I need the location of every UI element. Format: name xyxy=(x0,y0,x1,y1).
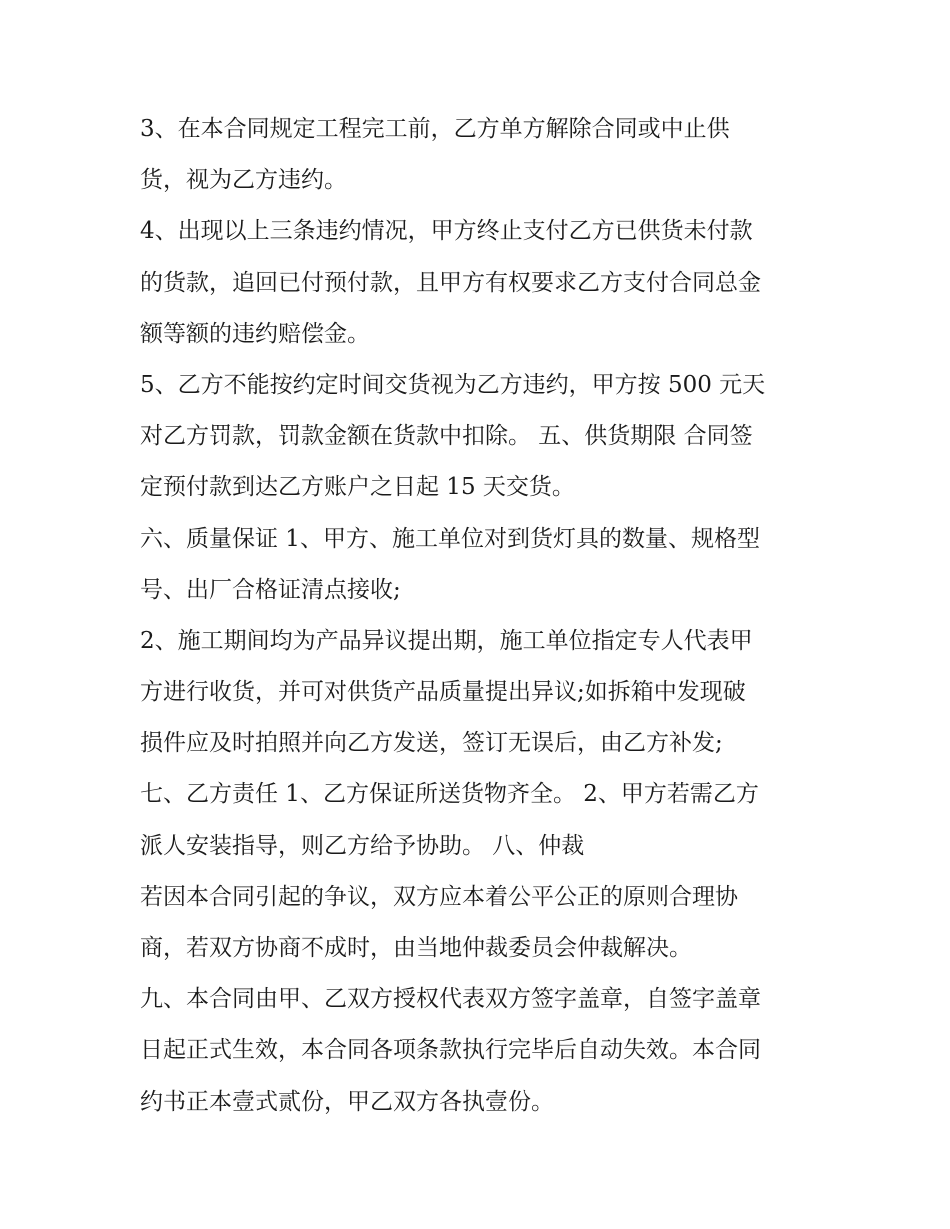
text-line: 七、乙方责任 1、乙方保证所送货物齐全。 2、甲方若需乙方 xyxy=(140,781,759,808)
text-line: 4、出现以上三条违约情况，甲方终止支付乙方已供货未付款 xyxy=(140,218,753,245)
text-line: 额等额的违约赔偿金。 xyxy=(140,320,370,347)
text-line: 派人安装指导，则乙方给予协助。 八、仲裁 xyxy=(140,832,585,859)
text-line: 定预付款到达乙方账户之日起 15 天交货。 xyxy=(140,474,575,501)
text-line: 损件应及时拍照并向乙方发送，签订无误后，由乙方补发; xyxy=(140,730,723,757)
text-line: 约书正本壹式贰份，甲乙双方各执壹份。 xyxy=(140,1088,554,1115)
text-line: 九、本合同由甲、乙双方授权代表双方签字盖章，自签字盖章 xyxy=(140,986,761,1013)
text-line: 货，视为乙方违约。 xyxy=(140,167,347,194)
text-line: 日起正式生效，本合同各项条款执行完毕后自动失效。本合同 xyxy=(140,1037,761,1064)
text-line: 2、施工期间均为产品异议提出期，施工单位指定专人代表甲 xyxy=(140,627,753,654)
text-line: 若因本合同引起的争议，双方应本着公平公正的原则合理协 xyxy=(140,883,738,910)
document-body xyxy=(140,104,820,1128)
text-line: 的货款，追回已付预付款，且甲方有权要求乙方支付合同总金 xyxy=(140,269,761,296)
text-line: 六、质量保证 1、甲方、施工单位对到货灯具的数量、规格型 xyxy=(140,525,760,552)
text-line: 3、在本合同规定工程完工前，乙方单方解除合同或中止供 xyxy=(140,116,730,142)
text-line: 商，若双方协商不成时，由当地仲裁委员会仲裁解决。 xyxy=(140,935,692,961)
text-line: 方进行收货，并可对供货产品质量提出异议;如拆箱中发现破 xyxy=(140,679,746,706)
text-line: 对乙方罚款，罚款金额在货款中扣除。 五、供货期限 合同签 xyxy=(140,423,753,450)
text-line: 号、出厂合格证清点接收; xyxy=(140,576,401,603)
text-line: 5、乙方不能按约定时间交货视为乙方违约，甲方按 500 元天 xyxy=(140,371,766,398)
